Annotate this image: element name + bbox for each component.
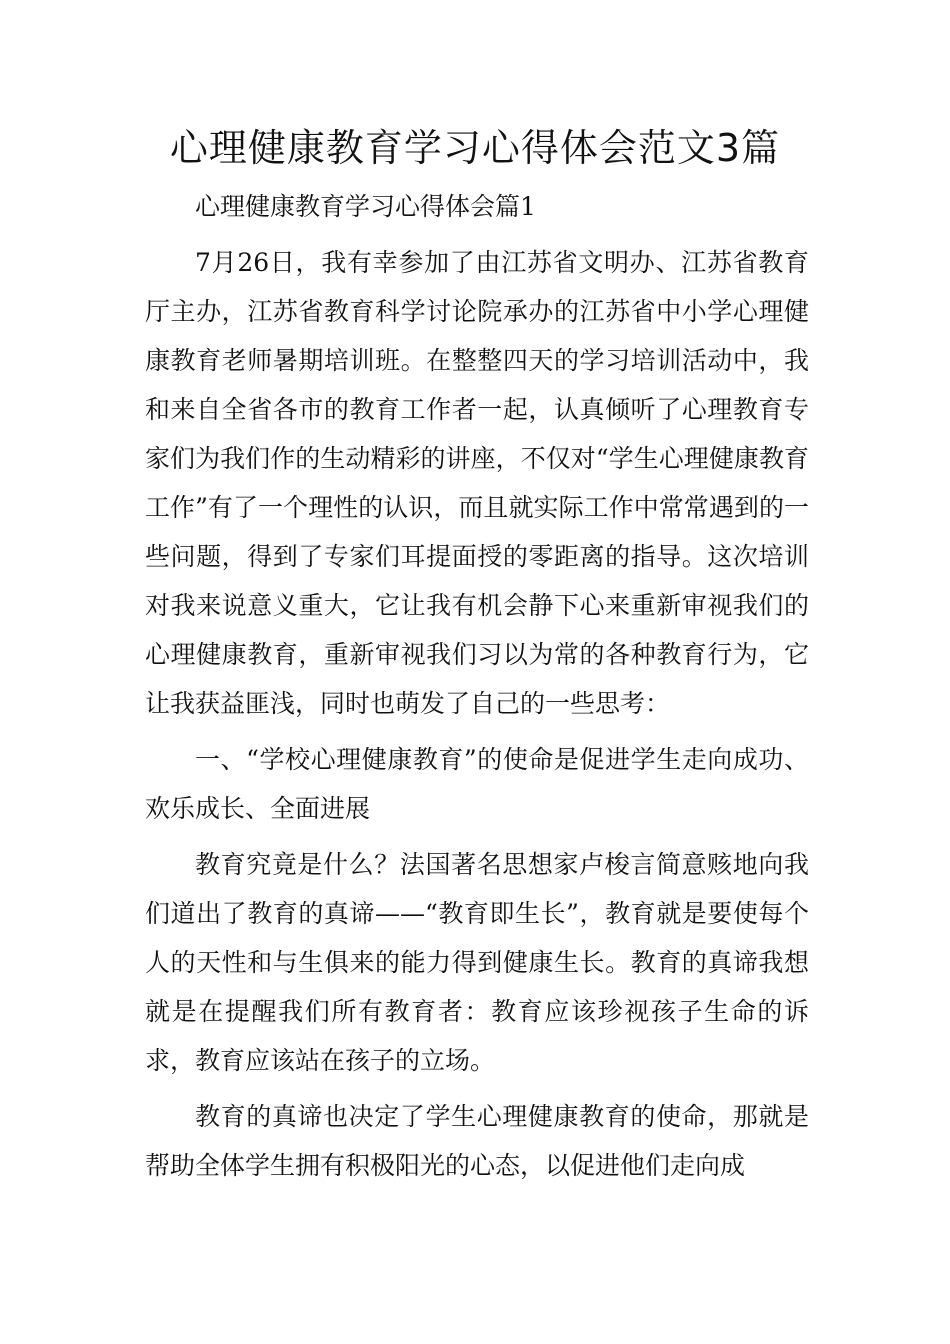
paragraph-mission: 教育的真谛也决定了学生心理健康教育的使命，那就是帮助全体学生拥有积极阳光的心态，以促进他们走向成 [145,1102,809,1180]
paragraph-heading-one: 一、“学校心理健康教育”的使命是促进学生走向成功、欢乐成长、全面进展 [145,745,809,823]
document-title: 心理健康教育学习心得体会范文3篇 [169,126,781,170]
paragraph-education-truth: 教育究竟是什么？法国著名思想家卢梭言简意赅地向我们道出了教育的真谛——“教育即生长”，教育就是要使每个人的天性和与生俱来的能力得到健康生长。教育的真谛我想就是在提醒我们所有教育者：教育应该珍视孩子生命的诉求，教育应该站在孩子的立场。 [145,850,809,1075]
document-body [145,182,809,1190]
paragraph-intro: 7月26日，我有幸参加了由江苏省文明办、江苏省教育厅主办，江苏省教育科学讨论院承办的江苏省中小学心理健康教育老师暑期培训班。在整整四天的学习培训活动中，我和来自全省各市的教育工作者一起，认真倾听了心理教育专家们为我们作的生动精彩的讲座，不仅对“学生心理健康教育工作”有了一个理性的认识，而且就实际工作中常常遇到的一些问题，得到了专家们耳提面授的零距离的指导。这次培训对我来说意义重大，它让我有机会静下心来重新审视我们的心理健康教育，重新审视我们习以为常的各种教育行为，它让我获益匪浅，同时也萌发了自己的一些思考： [145,248,809,718]
section-subtitle: 心理健康教育学习心得体会篇1 [195,192,536,221]
